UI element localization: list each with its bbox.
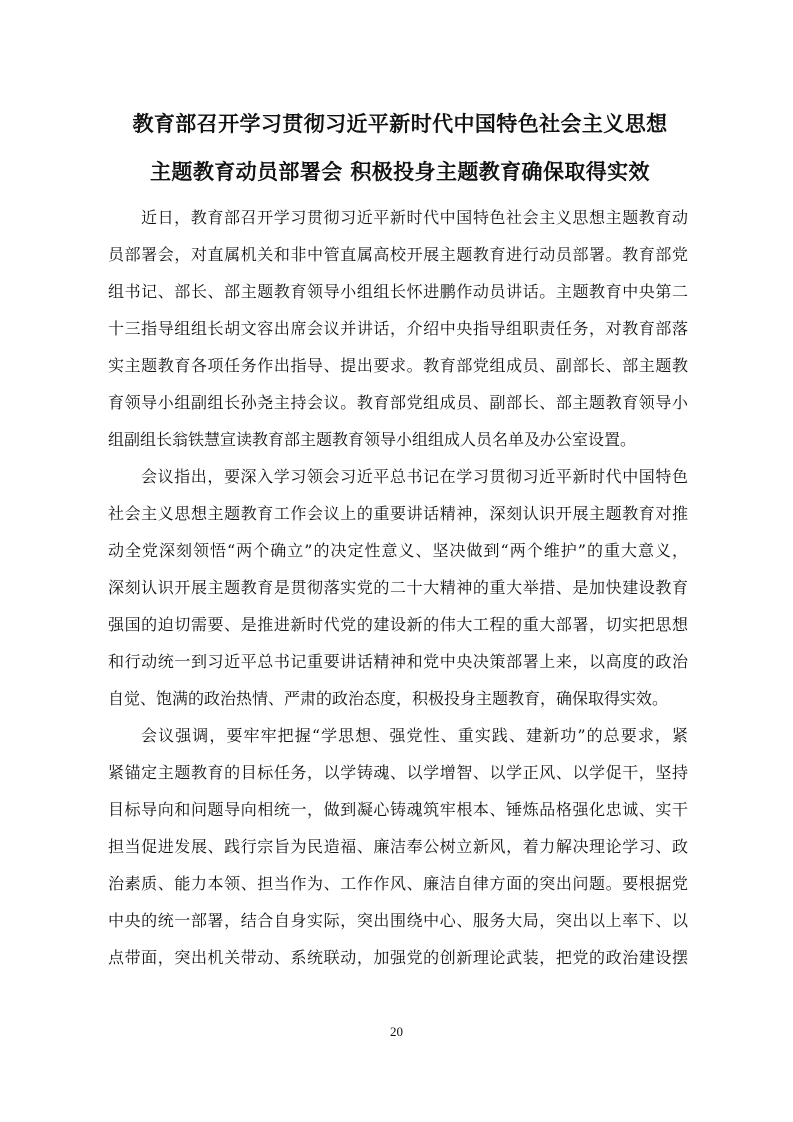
paragraph-3-line-3: 目标导向和问题导向相统一，做到凝心铸魂筑牢根本、锤炼品格强化忠诚、实干 <box>108 800 688 819</box>
paragraph-2-line-3: 动全党深刻领悟“两个确立”的决定性意义、坚决做到“两个维护”的重大意义， <box>108 541 688 560</box>
paragraph-3-line-5: 治素质、能力本领、担当作为、工作作风、廉洁自律方面的突出问题。要根据党 <box>108 874 688 893</box>
paragraph-1-line-3: 组书记、部长、部主题教育领导小组组长怀进鹏作动员讲话。主题教育中央第二 <box>108 282 688 301</box>
document-title <box>100 100 700 196</box>
paragraph-3-line-7: 点带面，突出机关带动、系统联动，加强党的创新理论武装，把党的政治建设摆 <box>108 948 688 967</box>
page-number: 20 <box>390 1024 403 1039</box>
paragraph-1-line-5: 实主题教育各项任务作出指导、提出要求。教育部党组成员、副部长、部主题教 <box>108 356 688 375</box>
paragraph-2-line-7: 自觉、饱满的政治热情、严肃的政治态度，积极投身主题教育，确保取得实效。 <box>108 689 669 708</box>
paragraph-3-line-6: 中央的统一部署，结合自身实际，突出围绕中心、服务大局，突出以上率下、以 <box>108 911 688 930</box>
paragraph-1-line-4: 十三指导组组长胡文容出席会议并讲话，介绍中央指导组职责任务，对教育部落 <box>108 319 688 338</box>
paragraph-2-line-6: 和行动统一到习近平总书记重要讲话精神和党中央决策部署上来，以高度的政治 <box>108 652 688 671</box>
paragraph-2-line-1: 会议指出，要深入学习领会习近平总书记在学习贯彻习近平新时代中国特色 <box>141 467 688 486</box>
title-line-1: 教育部召开学习贯彻习近平新时代中国特色社会主义思想 <box>132 111 668 136</box>
paragraph-2-line-5: 强国的迫切需要、是推进新时代党的建设新的伟大工程的重大部署，切实把思想 <box>108 615 688 634</box>
paragraph-2-line-4: 深刻认识开展主题教育是贯彻落实党的二十大精神的重大举措、是加快建设教育 <box>108 578 688 597</box>
paragraph-2-line-2: 社会主义思想主题教育工作会议上的重要讲话精神，深刻认识开展主题教育对推 <box>108 504 688 523</box>
article-body <box>108 199 688 976</box>
paragraph-1-line-7: 组副组长翁铁慧宣读教育部主题教育领导小组组成人员名单及办公室设置。 <box>108 430 637 449</box>
paragraph-1-line-6: 育领导小组副组长孙尧主持会议。教育部党组成员、副部长、部主题教育领导小 <box>108 393 688 412</box>
title-line-2: 主题教育动员部署会 积极投身主题教育确保取得实效 <box>150 159 650 184</box>
paragraph-1-line-2: 员部署会，对直属机关和非中管直属高校开展主题教育进行动员部署。教育部党 <box>108 245 688 264</box>
paragraph-3-line-1: 会议强调，要牢牢把握“学思想、强党性、重实践、建新功”的总要求，紧 <box>141 726 688 745</box>
paragraph-1-line-1: 近日，教育部召开学习贯彻习近平新时代中国特色社会主义思想主题教育动 <box>141 208 688 227</box>
paragraph-3-line-4: 担当促进发展、践行宗旨为民造福、廉洁奉公树立新风，着力解决理论学习、政 <box>108 837 688 856</box>
paragraph-3-line-2: 紧锚定主题教育的目标任务，以学铸魂、以学增智、以学正风、以学促干，坚持 <box>108 763 688 782</box>
